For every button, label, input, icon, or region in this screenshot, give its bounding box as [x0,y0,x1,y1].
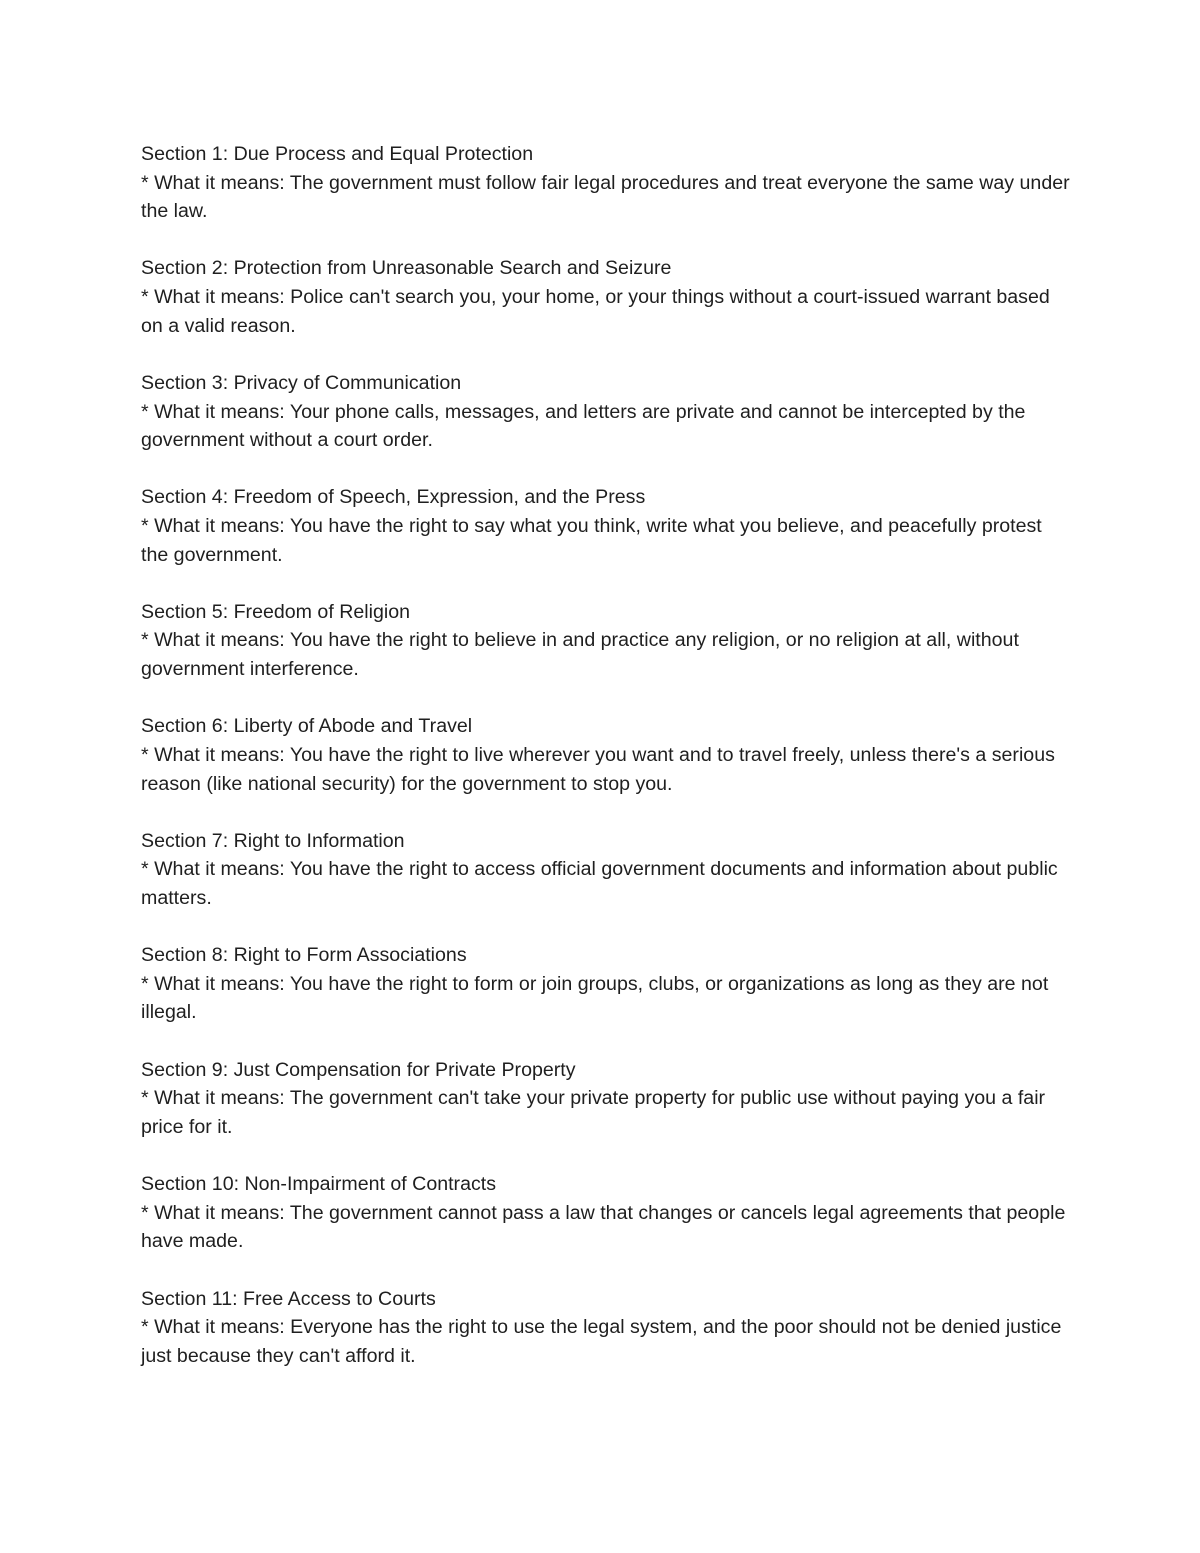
section-title: Section 7: Right to Information [141,829,405,852]
section-description: * What it means: You have the right to access official government documents and information about public matters. [141,858,1058,909]
section-8 [141,941,1071,1027]
document-body [141,140,1071,1399]
section-title: Section 2: Protection from Unreasonable Search and Seizure [141,257,672,280]
section-1 [141,140,1071,226]
section-7 [141,827,1071,913]
section-description: * What it means: Your phone calls, messages, and letters are private and cannot be intercepted by the government without a court order. [141,400,1026,452]
section-description: * What it means: The government cannot pass a law that changes or cancels legal agreements that people have made. [141,1201,1066,1253]
section-title: Section 3: Privacy of Communication [141,371,462,394]
section-6 [141,712,1071,798]
section-11 [141,1285,1071,1371]
section-2 [141,254,1071,340]
section-description: * What it means: Everyone has the right to use the legal system, and the poor should not be denied justice just because they can't afford it. [141,1316,1062,1367]
section-description: * What it means: You have the right to form or join groups, clubs, or organizations as long as they are not illegal. [141,972,1049,1024]
section-10 [141,1170,1071,1256]
section-description: * What it means: The government can't take your private property for public use without paying you a fair price for it. [141,1087,1046,1138]
section-title: Section 6: Liberty of Abode and Travel [141,715,473,738]
section-description: * What it means: You have the right to live wherever you want and to travel freely, unless there's a serious reason (like national security) for the government to stop you. [141,743,1055,795]
section-3 [141,369,1071,455]
section-title: Section 4: Freedom of Speech, Expression, and the Press [141,486,646,509]
section-4 [141,483,1071,569]
section-title: Section 9: Just Compensation for Private Property [141,1058,576,1081]
section-title: Section 10: Non-Impairment of Contracts [141,1173,497,1196]
section-title: Section 1: Due Process and Equal Protection [141,143,534,165]
section-description: * What it means: You have the right to say what you think, write what you believe, and peacefully protest the government. [141,515,1042,566]
section-title: Section 11: Free Access to Courts [141,1287,436,1310]
section-description: * What it means: You have the right to believe in and practice any religion, or no religion at all, without government interference. [141,629,1019,681]
section-5 [141,598,1071,684]
section-title: Section 8: Right to Form Associations [141,944,467,967]
section-title: Section 5: Freedom of Religion [141,600,411,623]
section-9 [141,1056,1071,1142]
section-description: * What it means: The government must follow fair legal procedures and treat everyone the same way under the law. [141,171,1070,223]
section-description: * What it means: Police can't search you, your home, or your things without a court-issued warrant based on a valid reason. [141,286,1050,337]
